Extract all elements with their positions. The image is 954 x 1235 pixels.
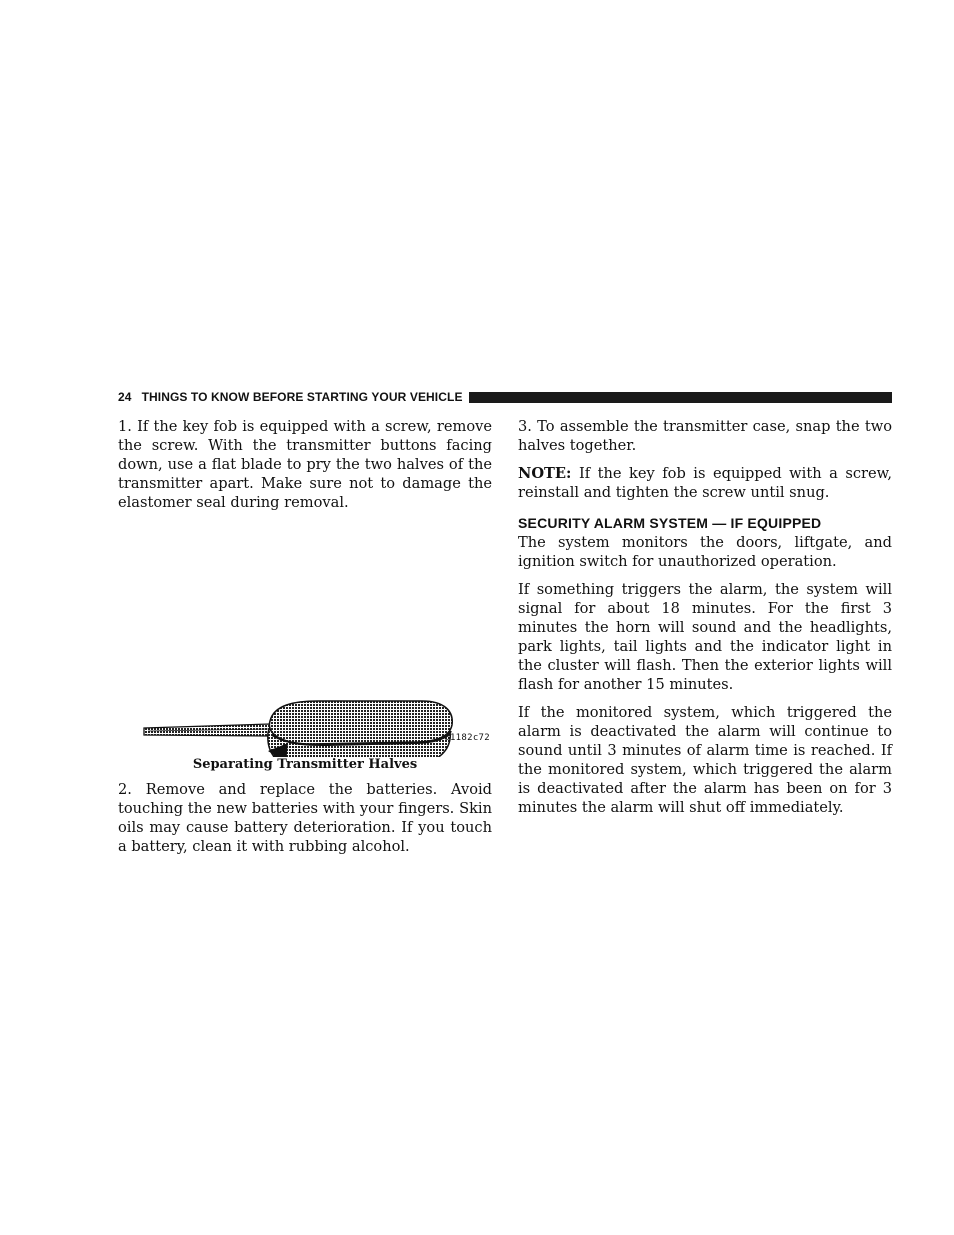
key-fob-figure xyxy=(118,521,492,757)
note-label: NOTE: xyxy=(518,465,572,482)
note-text: If the key fob is equipped with a screw, reinstall and tighten the screw until snug. xyxy=(518,465,892,501)
figure-caption: Separating Transmitter Halves xyxy=(192,757,418,772)
alarm-paragraph-2: If something triggers the alarm, the system will signal for about 18 minutes. For the first 3 minutes the horn will sound and the headlights, park lights, tail lights and the indicator light in the cluster will flash. Then the exterior lights will flash for another 15 minutes. xyxy=(518,581,892,693)
section-heading: SECURITY ALARM SYSTEM — IF EQUIPPED xyxy=(518,515,822,531)
alarm-paragraph-3: If the monitored system, which triggered the alarm is deactivated the alarm will continue to sound until 3 minutes of alarm time is reached. If the monitored system, which triggered the alarm is deactivated after the alarm has been on for 3 minutes the alarm will shut off immediately. xyxy=(518,704,892,816)
key-fob-illustration xyxy=(118,521,492,757)
page-number: 24 xyxy=(118,390,132,404)
step-1-text: 1. If the key fob is equipped with a screw, remove the screw. With the transmitter buttons facing down, use a flat blade to pry the two halves of the transmitter apart. Make sure not to damage the elastomer seal during removal. xyxy=(118,418,492,511)
alarm-paragraph-1: The system monitors the doors, liftgate, and ignition switch for unauthorized operation. xyxy=(518,534,892,570)
left-column xyxy=(118,417,492,865)
section-title: THINGS TO KNOW BEFORE STARTING YOUR VEHICLE xyxy=(141,390,463,404)
page-header xyxy=(118,389,892,405)
header-rule xyxy=(469,392,892,403)
figure-code: 81182c72 xyxy=(444,733,490,743)
right-column xyxy=(518,417,892,826)
step-3-text: 3. To assemble the transmitter case, snap the two halves together. xyxy=(518,418,892,454)
note-paragraph xyxy=(518,464,892,502)
step-2-text: 2. Remove and replace the batteries. Avoid touching the new batteries with your fingers. Skin oils may cause battery deterioration. If you touch a battery, clean it with rubbing alcohol. xyxy=(118,781,492,855)
